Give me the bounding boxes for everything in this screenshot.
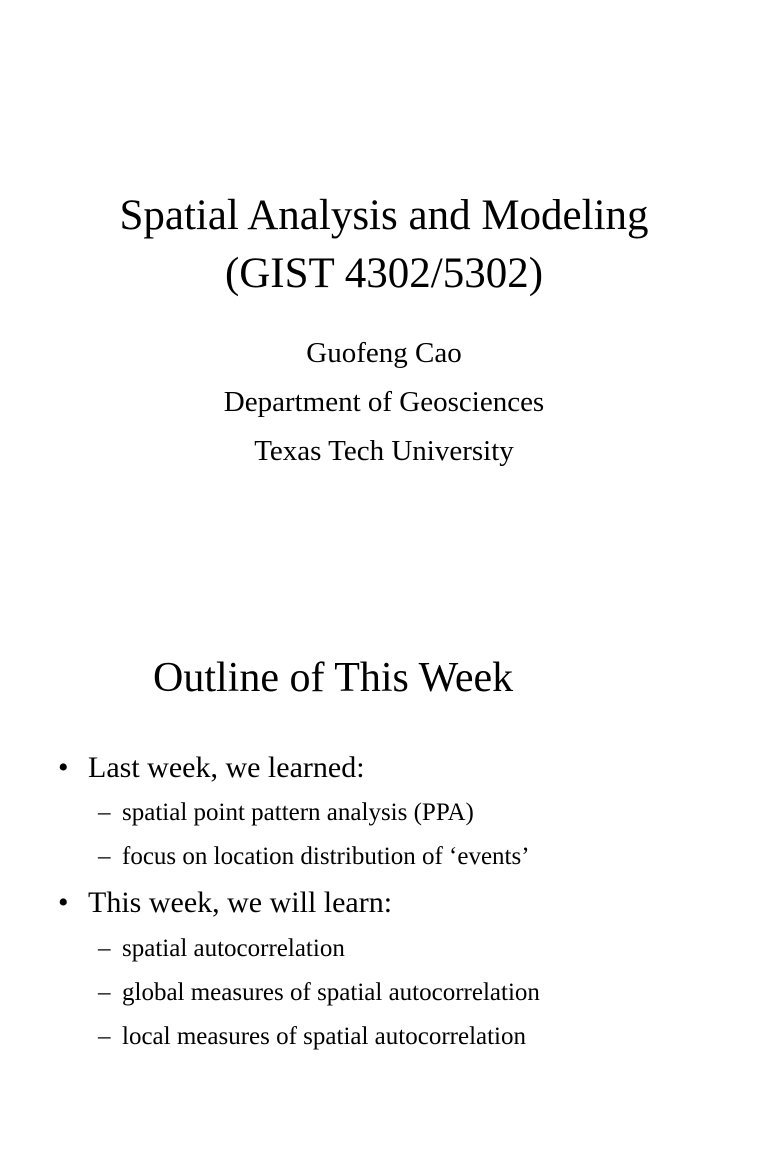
slide-title-line-2: (GIST 4302/5302): [224, 250, 544, 297]
sub-bullet-text: local measures of spatial autocorrelation: [122, 1023, 527, 1050]
sub-bullet-item: [98, 934, 345, 964]
sub-bullet-text: spatial point pattern analysis (PPA): [122, 799, 474, 826]
sub-bullet-text: spatial autocorrelation: [122, 935, 345, 962]
author-university: Texas Tech University: [254, 435, 514, 467]
sub-bullet-item: [98, 842, 530, 872]
sub-bullet-text: focus on location distribution of ‘events’: [122, 843, 530, 870]
bullet-marker: •: [58, 886, 69, 919]
bullet-marker: •: [58, 751, 69, 784]
sub-bullet-marker: –: [98, 979, 111, 1006]
sub-bullet-item: [98, 978, 540, 1008]
sub-bullet-item: [98, 798, 474, 828]
outline-title: Outline of This Week: [153, 655, 514, 701]
bullet-text: Last week, we learned:: [88, 751, 365, 784]
bullet-text: This week, we will learn:: [88, 886, 393, 919]
bullet-item: [58, 750, 365, 786]
sub-bullet-text: global measures of spatial autocorrelation: [122, 979, 540, 1006]
bullet-item: [58, 885, 392, 921]
outline-slide: [0, 576, 768, 1152]
author-department: Department of Geosciences: [223, 386, 545, 418]
sub-bullet-marker: –: [98, 1023, 111, 1050]
sub-bullet-marker: –: [98, 799, 111, 826]
sub-bullet-item: [98, 1022, 526, 1052]
author-name: Guofeng Cao: [306, 337, 462, 369]
sub-bullet-marker: –: [98, 935, 111, 962]
sub-bullet-marker: –: [98, 843, 111, 870]
slide-title-line-1: Spatial Analysis and Modeling: [119, 192, 649, 239]
